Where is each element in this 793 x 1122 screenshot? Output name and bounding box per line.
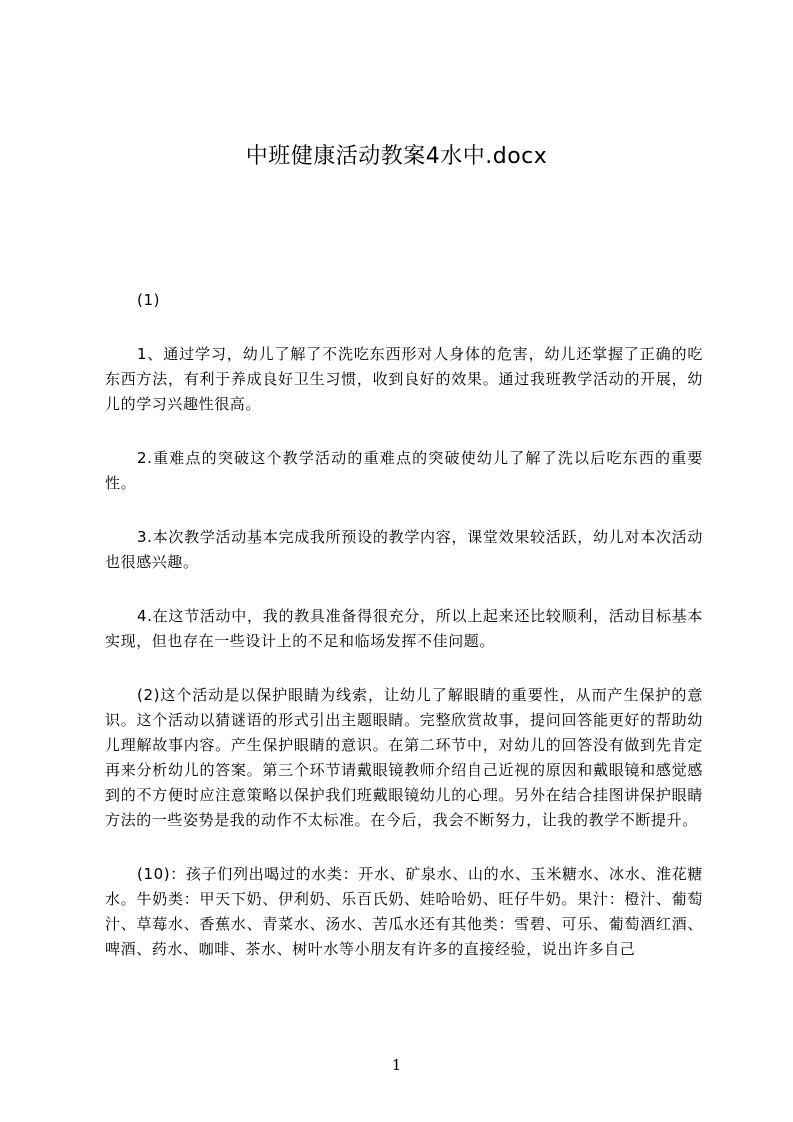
paragraph-item-1: 1、通过学习，幼儿了解了不洗吃东西形对人身体的危害，幼儿还掌握了正确的吃东西方法，有利于养成良好卫生习惯，收到良好的效果。通过我班教学活动的开展，幼儿的学习兴趣性很高。 — [105, 345, 703, 413]
paragraph-section-10: (10)：孩子们列出喝过的水类：开水、矿泉水、山的水、玉米糖水、冰水、淮花糖水。牛奶类：甲天下奶、伊利奶、乐百氏奶、娃哈哈奶、旺仔牛奶。果汁：橙汁、葡萄汁、草莓水、香蕉水、青菜水、汤水、苦瓜水还有其他类：雪碧、可乐、葡萄酒红酒、啤酒、药水、咖啡、茶水、树叶水等小朋友有许多的直接经验，说出许多自己 — [105, 865, 703, 958]
paragraph-item-4: 4.在这节活动中，我的教具准备得很充分，所以上起来还比较顺利，活动目标基本实现，但也存在一些设计上的不足和临场发挥不佳问题。 — [105, 607, 703, 650]
paragraph-section-1-heading: (1) — [137, 291, 161, 309]
document-body — [105, 288, 703, 991]
paragraph-item-2: 2.重难点的突破这个教学活动的重难点的突破使幼儿了解了洗以后吃东西的重要性。 — [105, 449, 703, 492]
page-number: 1 — [391, 1056, 402, 1074]
document-title: 中班健康活动教案4水中.docx — [245, 144, 548, 169]
paragraph-section-2: (2)这个活动是以保护眼睛为线索，让幼儿了解眼睛的重要性，从而产生保护的意识。这个活动以猜谜语的形式引出主题眼睛。完整欣赏故事，提问回答能更好的帮助幼儿理解故事内容。产生保护眼睛的意识。在第二环节中，对幼儿的回答没有做到先肯定再来分析幼儿的答案。第三个环节请戴眼镜教师介绍自己近视的原因和戴眼镜和感觉感到的不方便时应注意策略以保护我们班戴眼镜幼儿的心理。另外在结合挂图讲保护眼睛方法的一些姿势是我的动作不太标准。在今后，我会不断努力，让我的教学不断提升。 — [105, 686, 703, 829]
paragraph-item-3: 3.本次教学活动基本完成我所预设的教学内容，课堂效果较活跃，幼儿对本次活动也很感兴趣。 — [105, 528, 703, 571]
